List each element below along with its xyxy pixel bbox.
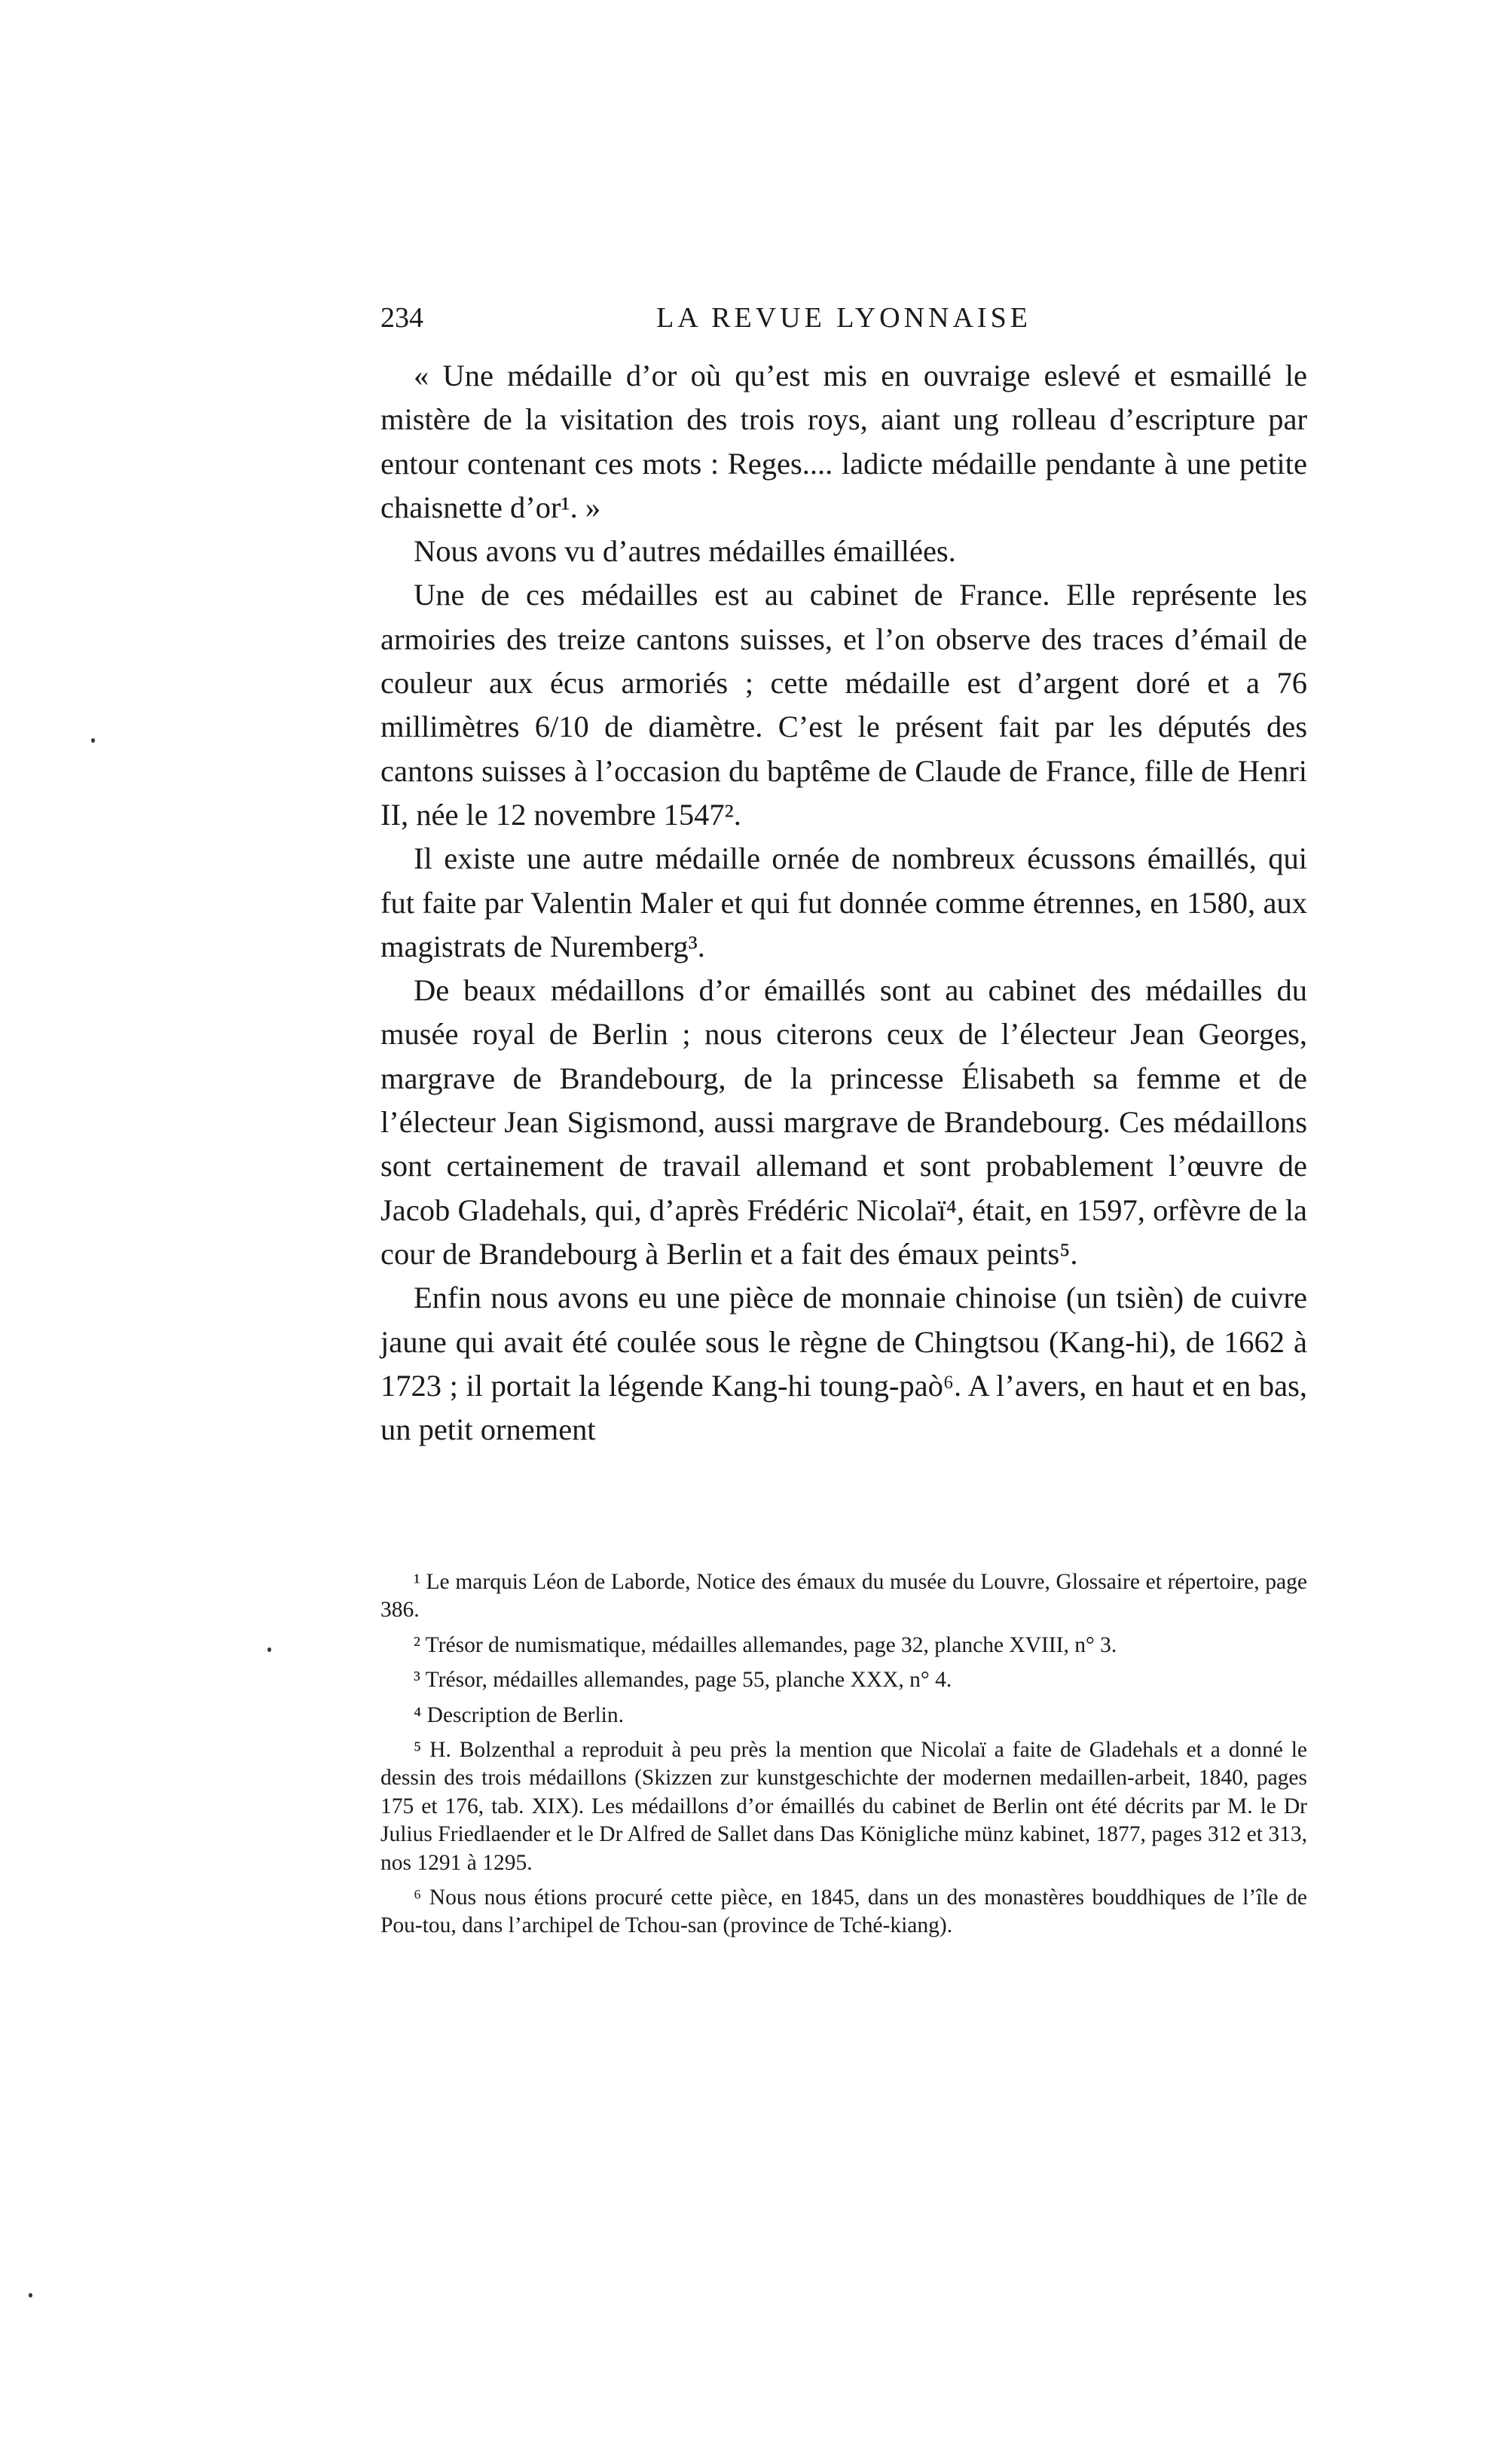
page-number: 234	[380, 302, 423, 334]
scan-speck	[267, 1647, 271, 1652]
footnote-5: ⁵ H. Bolzenthal a reproduit à peu près la mention que Nicolaï a faite de Gladehals et a donné le dessin des trois médaillons (Skizzen zur kunstgeschichte der modernen medaillen-arbeit, 1840, pages 175 et 176, tab. XIX). Les médaillons d’or émaillés du cabinet de Berlin ont été décrits par M. le Dr Julius Friedlaender et le Dr Alfred de Sallet dans Das Königliche münz kabinet, 1877, pages 312 et 313, nos 1291 à 1295.	[380, 1738, 1307, 1875]
paragraph-enamelled-medals: Nous avons vu d’autres médailles émaillées.	[414, 534, 956, 569]
paragraph-berlin-medallions: De beaux médaillons d’or émaillés sont au cabinet des médailles du musée royal de Berlin ; nous citerons ceux de l’électeur Jean Georges, margrave de Brandebourg, de la princesse Élisabeth sa femme et de l’électeur Jean Sigismond, aussi margrave de Brandebourg. Ces médaillons sont certainement de travail allemand et sont probablement l’œuvre de Jacob Gladehals, qui, d’après Frédéric Nicolaï⁴, était, en 1597, orfèvre de la cour de Brandebourg à Berlin et a fait des émaux peints⁵.	[380, 973, 1307, 1271]
page-header	[380, 301, 1307, 347]
footnotes	[380, 1568, 1307, 1940]
paragraph-valentin-maler: Il existe une autre médaille ornée de nombreux écussons émaillés, qui fut faite par Valentin Maler et qui fut donnée comme étrennes, en 1580, aux magistrats de Nuremberg³.	[380, 841, 1307, 963]
running-head: LA REVUE LYONNAISE	[656, 302, 1031, 334]
body-text	[380, 354, 1307, 1452]
paragraph-cabinet-de-france: Une de ces médailles est au cabinet de France. Elle représente les armoiries des treize cantons suisses, et l’on observe des traces d’émail de couleur aux écus armoriés ; cette médaille est d’argent doré et a 76 millimètres 6/10 de diamètre. C’est le présent fait par les députés des cantons suisses à l’occasion du baptême de Claude de France, fille de Henri II, née le 12 novembre 1547².	[380, 578, 1307, 832]
paragraph-chinese-coin: Enfin nous avons eu une pièce de monnaie chinoise (un tsièn) de cuivre jaune qui avait été coulée sous le règne de Chingtsou (Kang-hi), de 1662 à 1723 ; il portait la légende Kang-hi toung-paò⁶. A l’avers, en haut et en bas, un petit ornement	[380, 1281, 1307, 1447]
paragraph-quotation: « Une médaille d’or où qu’est mis en ouvraige eslevé et esmaillé le mistère de la visitation des trois roys, aiant ung rolleau d’escripture par entour contenant ces mots : Reges.... ladicte médaille pendante à une petite chaisnette d’or¹. »	[380, 359, 1307, 524]
footnote-1: ¹ Le marquis Léon de Laborde, Notice des émaux du musée du Louvre, Glossaire et répertoire, page 386.	[380, 1570, 1307, 1623]
scan-speck	[29, 2293, 32, 2298]
scan-speck	[91, 738, 95, 743]
footnote-6: ⁶ Nous nous étions procuré cette pièce, en 1845, dans un des monastères bouddhiques de l’île de Pou-tou, dans l’archipel de Tchou-san (province de Tché-kiang).	[380, 1885, 1307, 1938]
footnote-2: ² Trésor de numismatique, médailles allemandes, page 32, planche XVIII, n° 3.	[414, 1632, 1117, 1657]
footnote-3: ³ Trésor, médailles allemandes, page 55, planche XXX, n° 4.	[414, 1668, 952, 1693]
footnote-4: ⁴ Description de Berlin.	[414, 1702, 624, 1727]
